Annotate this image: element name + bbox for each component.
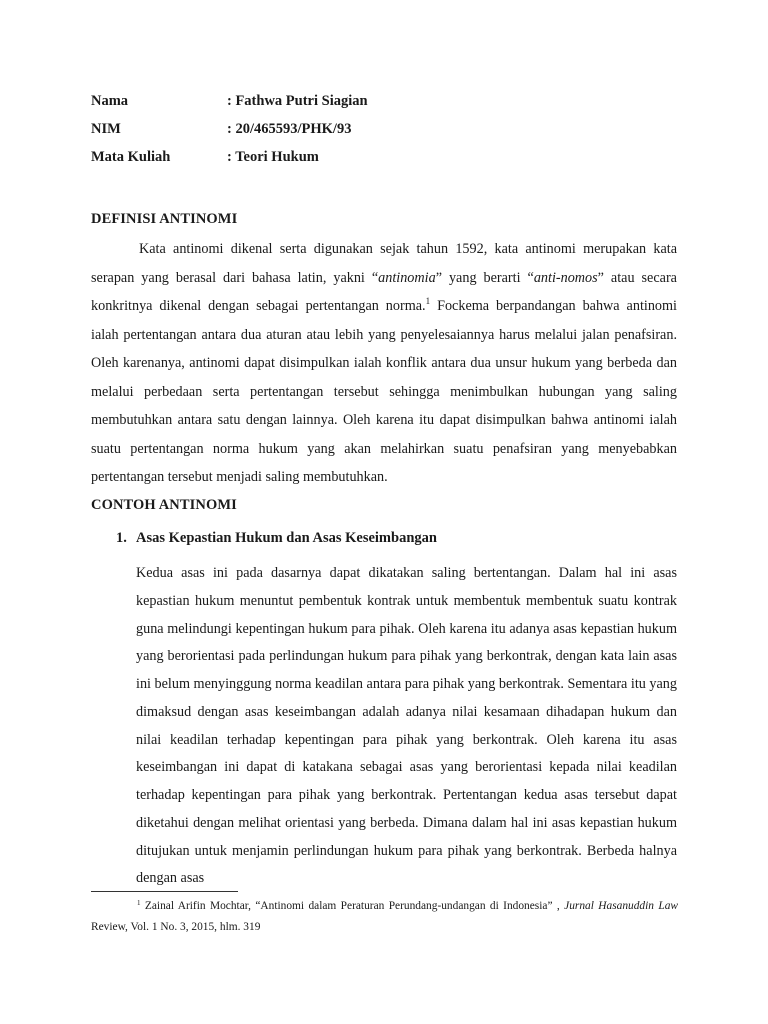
text-run: ” atau secara konkritnya dikenal dengan sebagai pertentangan norma. [91,269,677,315]
definisi-paragraph [91,235,677,492]
identity-row-nama [91,93,368,110]
footnote-reference[interactable]: 1 [425,296,431,307]
footnote-text: Zainal Arifin Mochtar, “Antinomi dalam Peraturan Perundang-undangan di Indonesia” , [140,900,565,912]
section-heading-definisi: DEFINISI ANTINOMI [91,211,238,227]
identity-value: : 20/465593/PHK/93 [227,121,352,137]
identity-label: Nama [91,93,129,109]
italic-term: antinomia [378,269,436,286]
identity-value: : Fathwa Putri Siagian [227,93,368,109]
identity-value: : Teori Hukum [227,149,319,165]
text-run: Fockema berpandangan bahwa antinomi ialah pertentangan antara dua aturan atau lebih yang penyelesaiannya harus melalui jalan penafsiran. Oleh karenanya, antinomi dapat disimpulkan ialah konflik antara dua unsur hukum yang berbeda dan melalui perbedaan serta pertentangan tersebut sehingga menimbulkan hubungan yang saling membutuhkan antara satu dengan lainnya. Oleh karena itu dapat disimpulkan bahwa antinomi ialah suatu pertentangan norma hukum yang akan melahirkan suatu penafsiran yang menyebabkan pertentangan tersebut menjadi saling membutuhkan. [91,298,677,486]
section-heading-contoh: CONTOH ANTINOMI [91,497,237,513]
footnote [91,896,678,937]
identity-label: Mata Kuliah [91,149,171,165]
identity-row-mata-kuliah [91,149,319,166]
list-item-title: Asas Kepastian Hukum dan Asas Keseimbangan [136,530,437,546]
text-run: Kata antinomi dikenal serta digunakan sejak tahun 1592, kata antinomi merupakan kata serapan yang berasal dari bahasa latin, yakni “ [91,241,677,286]
footnote-text: Review, Vol. 1 No. 3, 2015, hlm. 319 [91,920,261,933]
footnote-marker: 1 [137,899,141,907]
identity-row-nim [91,121,351,138]
list-item-heading [116,530,437,547]
contoh-paragraph: Kedua asas ini pada dasarnya dapat dikatakan saling bertentangan. Dalam hal ini asas kepastian hukum menuntut pembentuk kontrak untuk membentuk membentuk suatu kontrak guna melindungi kepentingan hukum para pihak. Oleh karena itu adanya asas kepastian hukum yang berorientasi pada perlindungan hukum para pihak yang berkontrak, dengan kata lain asas ini belum menyinggung norma keadilan antara para pihak yang berkontrak. Sementara itu yang dimaksud dengan asas keseimbangan adalah adanya nilai kesamaan dihadapan hukum dan nilai keadilan terhadap kepentingan para pihak yang berkontrak. Oleh karena itu asas keseimbangan ini dapat di katakana sebagai asas yang berorientasi kepada nilai keadilan terhadap kepentingan para pihak yang berkontrak. Pertentangan kedua asas tersebut dapat diketahui dengan melihat orientasi yang berbeda. Dimana dalam hal ini asas kepastian hukum ditujukan untuk menjamin perlindungan hukum para pihak yang berkontrak. Berbeda halnya dengan asas [136,565,677,887]
italic-term: anti-nomos [533,269,598,286]
footnote-separator [91,891,238,892]
text-run: ” yang berarti “ [435,269,534,286]
footnote-journal: Jurnal Hasanuddin Law [564,900,678,912]
identity-label: NIM [91,121,121,137]
list-number: 1. [116,530,127,546]
